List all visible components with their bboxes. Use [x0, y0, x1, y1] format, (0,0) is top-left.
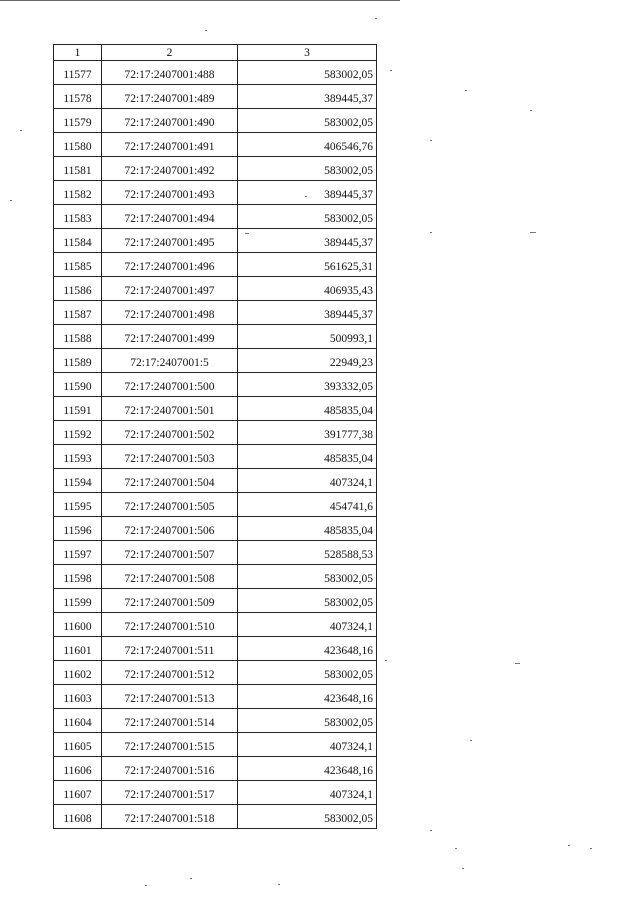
- cadastral-number-cell: 72:17:2407001:488: [102, 61, 238, 85]
- cadastral-number-cell: 72:17:2407001:503: [102, 445, 238, 469]
- table-row: [54, 277, 377, 301]
- table-row: [54, 709, 377, 733]
- table-row: [54, 781, 377, 805]
- cadastral-number-cell: 72:17:2407001:505: [102, 493, 238, 517]
- cadastral-value-cell: 389445,37: [238, 85, 377, 109]
- row-number-cell: 11593: [54, 445, 102, 469]
- cadastral-value-cell: 406935,43: [238, 277, 377, 301]
- cadastral-number-cell: 72:17:2407001:489: [102, 85, 238, 109]
- cadastral-value-cell: 583002,05: [238, 565, 377, 589]
- cadastral-value-cell: 500993,1: [238, 325, 377, 349]
- cadastral-number-cell: 72:17:2407001:513: [102, 685, 238, 709]
- table-row: [54, 181, 377, 205]
- table-row: [54, 205, 377, 229]
- row-number-cell: 11579: [54, 109, 102, 133]
- row-number-cell: 11595: [54, 493, 102, 517]
- table-row: [54, 541, 377, 565]
- table-row: [54, 85, 377, 109]
- row-number-cell: 11600: [54, 613, 102, 637]
- cadastral-value-cell: 583002,05: [238, 61, 377, 85]
- cadastral-value-cell: 583002,05: [238, 205, 377, 229]
- row-number-cell: 11591: [54, 397, 102, 421]
- cadastral-value-cell: 485835,04: [238, 445, 377, 469]
- table-row: [54, 493, 377, 517]
- cadastral-number-cell: 72:17:2407001:511: [102, 637, 238, 661]
- table-row: [54, 637, 377, 661]
- table-row: [54, 757, 377, 781]
- cadastral-value-cell: 454741,6: [238, 493, 377, 517]
- table-row: [54, 325, 377, 349]
- row-number-cell: 11577: [54, 61, 102, 85]
- cadastral-value-cell: 407324,1: [238, 733, 377, 757]
- cadastral-value-cell: 528588,53: [238, 541, 377, 565]
- row-number-cell: 11594: [54, 469, 102, 493]
- row-number-cell: 11606: [54, 757, 102, 781]
- cadastral-number-cell: 72:17:2407001:502: [102, 421, 238, 445]
- cadastral-number-cell: 72:17:2407001:507: [102, 541, 238, 565]
- cadastral-value-cell: 389445,37: [238, 301, 377, 325]
- table-row: [54, 445, 377, 469]
- table-row: [54, 685, 377, 709]
- cadastral-number-cell: 72:17:2407001:494: [102, 205, 238, 229]
- table-body: [54, 61, 377, 829]
- row-number-cell: 11589: [54, 349, 102, 373]
- row-number-cell: 11580: [54, 133, 102, 157]
- cadastral-value-cell: 583002,05: [238, 157, 377, 181]
- table-row: [54, 613, 377, 637]
- cadastral-number-cell: 72:17:2407001:509: [102, 589, 238, 613]
- cadastral-number-cell: 72:17:2407001:498: [102, 301, 238, 325]
- row-number-cell: 11602: [54, 661, 102, 685]
- cadastral-number-cell: 72:17:2407001:510: [102, 613, 238, 637]
- row-number-cell: 11582: [54, 181, 102, 205]
- cadastral-value-cell: 407324,1: [238, 613, 377, 637]
- cadastral-number-cell: 72:17:2407001:504: [102, 469, 238, 493]
- row-number-cell: 11605: [54, 733, 102, 757]
- cadastral-number-cell: 72:17:2407001:516: [102, 757, 238, 781]
- row-number-cell: 11586: [54, 277, 102, 301]
- cadastral-number-cell: 72:17:2407001:491: [102, 133, 238, 157]
- cadastral-number-cell: 72:17:2407001:508: [102, 565, 238, 589]
- row-number-cell: 11583: [54, 205, 102, 229]
- row-number-cell: 11584: [54, 229, 102, 253]
- cadastral-number-cell: 72:17:2407001:496: [102, 253, 238, 277]
- row-number-cell: 11597: [54, 541, 102, 565]
- table-row: [54, 253, 377, 277]
- table-row: [54, 661, 377, 685]
- cadastral-number-cell: 72:17:2407001:500: [102, 373, 238, 397]
- cadastral-number-cell: 72:17:2407001:495: [102, 229, 238, 253]
- cadastral-value-cell: 485835,04: [238, 397, 377, 421]
- cadastral-number-cell: 72:17:2407001:493: [102, 181, 238, 205]
- row-number-cell: 11604: [54, 709, 102, 733]
- table-row: [54, 397, 377, 421]
- row-number-cell: 11599: [54, 589, 102, 613]
- cadastral-value-cell: 583002,05: [238, 805, 377, 829]
- cadastral-value-cell: 389445,37: [238, 229, 377, 253]
- cadastral-value-cell: 583002,05: [238, 589, 377, 613]
- cadastral-value-cell: 407324,1: [238, 469, 377, 493]
- row-number-cell: 11592: [54, 421, 102, 445]
- cadastral-value-cell: 583002,05: [238, 109, 377, 133]
- row-number-cell: 11590: [54, 373, 102, 397]
- table-row: [54, 301, 377, 325]
- cadastral-value-cell: 485835,04: [238, 517, 377, 541]
- row-number-cell: 11585: [54, 253, 102, 277]
- table-row: [54, 61, 377, 85]
- cadastral-number-cell: 72:17:2407001:517: [102, 781, 238, 805]
- table-row: [54, 517, 377, 541]
- row-number-cell: 11588: [54, 325, 102, 349]
- column-header-number: 1: [54, 45, 102, 61]
- cadastral-value-cell: 423648,16: [238, 637, 377, 661]
- cadastral-number-cell: 72:17:2407001:512: [102, 661, 238, 685]
- cadastral-value-cell: 391777,38: [238, 421, 377, 445]
- cadastral-number-cell: 72:17:2407001:492: [102, 157, 238, 181]
- cadastral-number-cell: 72:17:2407001:515: [102, 733, 238, 757]
- cadastral-number-cell: 72:17:2407001:490: [102, 109, 238, 133]
- cadastral-value-cell: 22949,23: [238, 349, 377, 373]
- cadastral-value-cell: 389445,37: [238, 181, 377, 205]
- cadastral-value-cell: 406546,76: [238, 133, 377, 157]
- column-header-value: 3: [238, 45, 377, 61]
- row-number-cell: 11608: [54, 805, 102, 829]
- cadastral-number-cell: 72:17:2407001:514: [102, 709, 238, 733]
- cadastral-value-cell: 407324,1: [238, 781, 377, 805]
- cadastral-number-cell: 72:17:2407001:497: [102, 277, 238, 301]
- cadastral-number-cell: 72:17:2407001:501: [102, 397, 238, 421]
- table-header-row: [54, 45, 377, 61]
- row-number-cell: 11601: [54, 637, 102, 661]
- row-number-cell: 11587: [54, 301, 102, 325]
- cadastral-number-cell: 72:17:2407001:5: [102, 349, 238, 373]
- cadastral-value-cell: 423648,16: [238, 757, 377, 781]
- cadastral-value-cell: 423648,16: [238, 685, 377, 709]
- table-row: [54, 589, 377, 613]
- row-number-cell: 11578: [54, 85, 102, 109]
- row-number-cell: 11603: [54, 685, 102, 709]
- table-row: [54, 805, 377, 829]
- cadastral-number-cell: 72:17:2407001:506: [102, 517, 238, 541]
- table-row: [54, 109, 377, 133]
- row-number-cell: 11596: [54, 517, 102, 541]
- cadastral-value-table: [53, 44, 377, 829]
- table-row: [54, 469, 377, 493]
- cadastral-number-cell: 72:17:2407001:518: [102, 805, 238, 829]
- table-row: [54, 229, 377, 253]
- table-row: [54, 349, 377, 373]
- top-rule: [0, 0, 400, 1]
- column-header-cadastral-number: 2: [102, 45, 238, 61]
- cadastral-value-cell: 583002,05: [238, 709, 377, 733]
- table-row: [54, 565, 377, 589]
- cadastral-number-cell: 72:17:2407001:499: [102, 325, 238, 349]
- table-row: [54, 373, 377, 397]
- row-number-cell: 11607: [54, 781, 102, 805]
- table-row: [54, 133, 377, 157]
- cadastral-value-cell: 583002,05: [238, 661, 377, 685]
- row-number-cell: 11581: [54, 157, 102, 181]
- table-row: [54, 157, 377, 181]
- row-number-cell: 11598: [54, 565, 102, 589]
- table-row: [54, 421, 377, 445]
- cadastral-value-cell: 561625,31: [238, 253, 377, 277]
- table-row: [54, 733, 377, 757]
- cadastral-value-cell: 393332,05: [238, 373, 377, 397]
